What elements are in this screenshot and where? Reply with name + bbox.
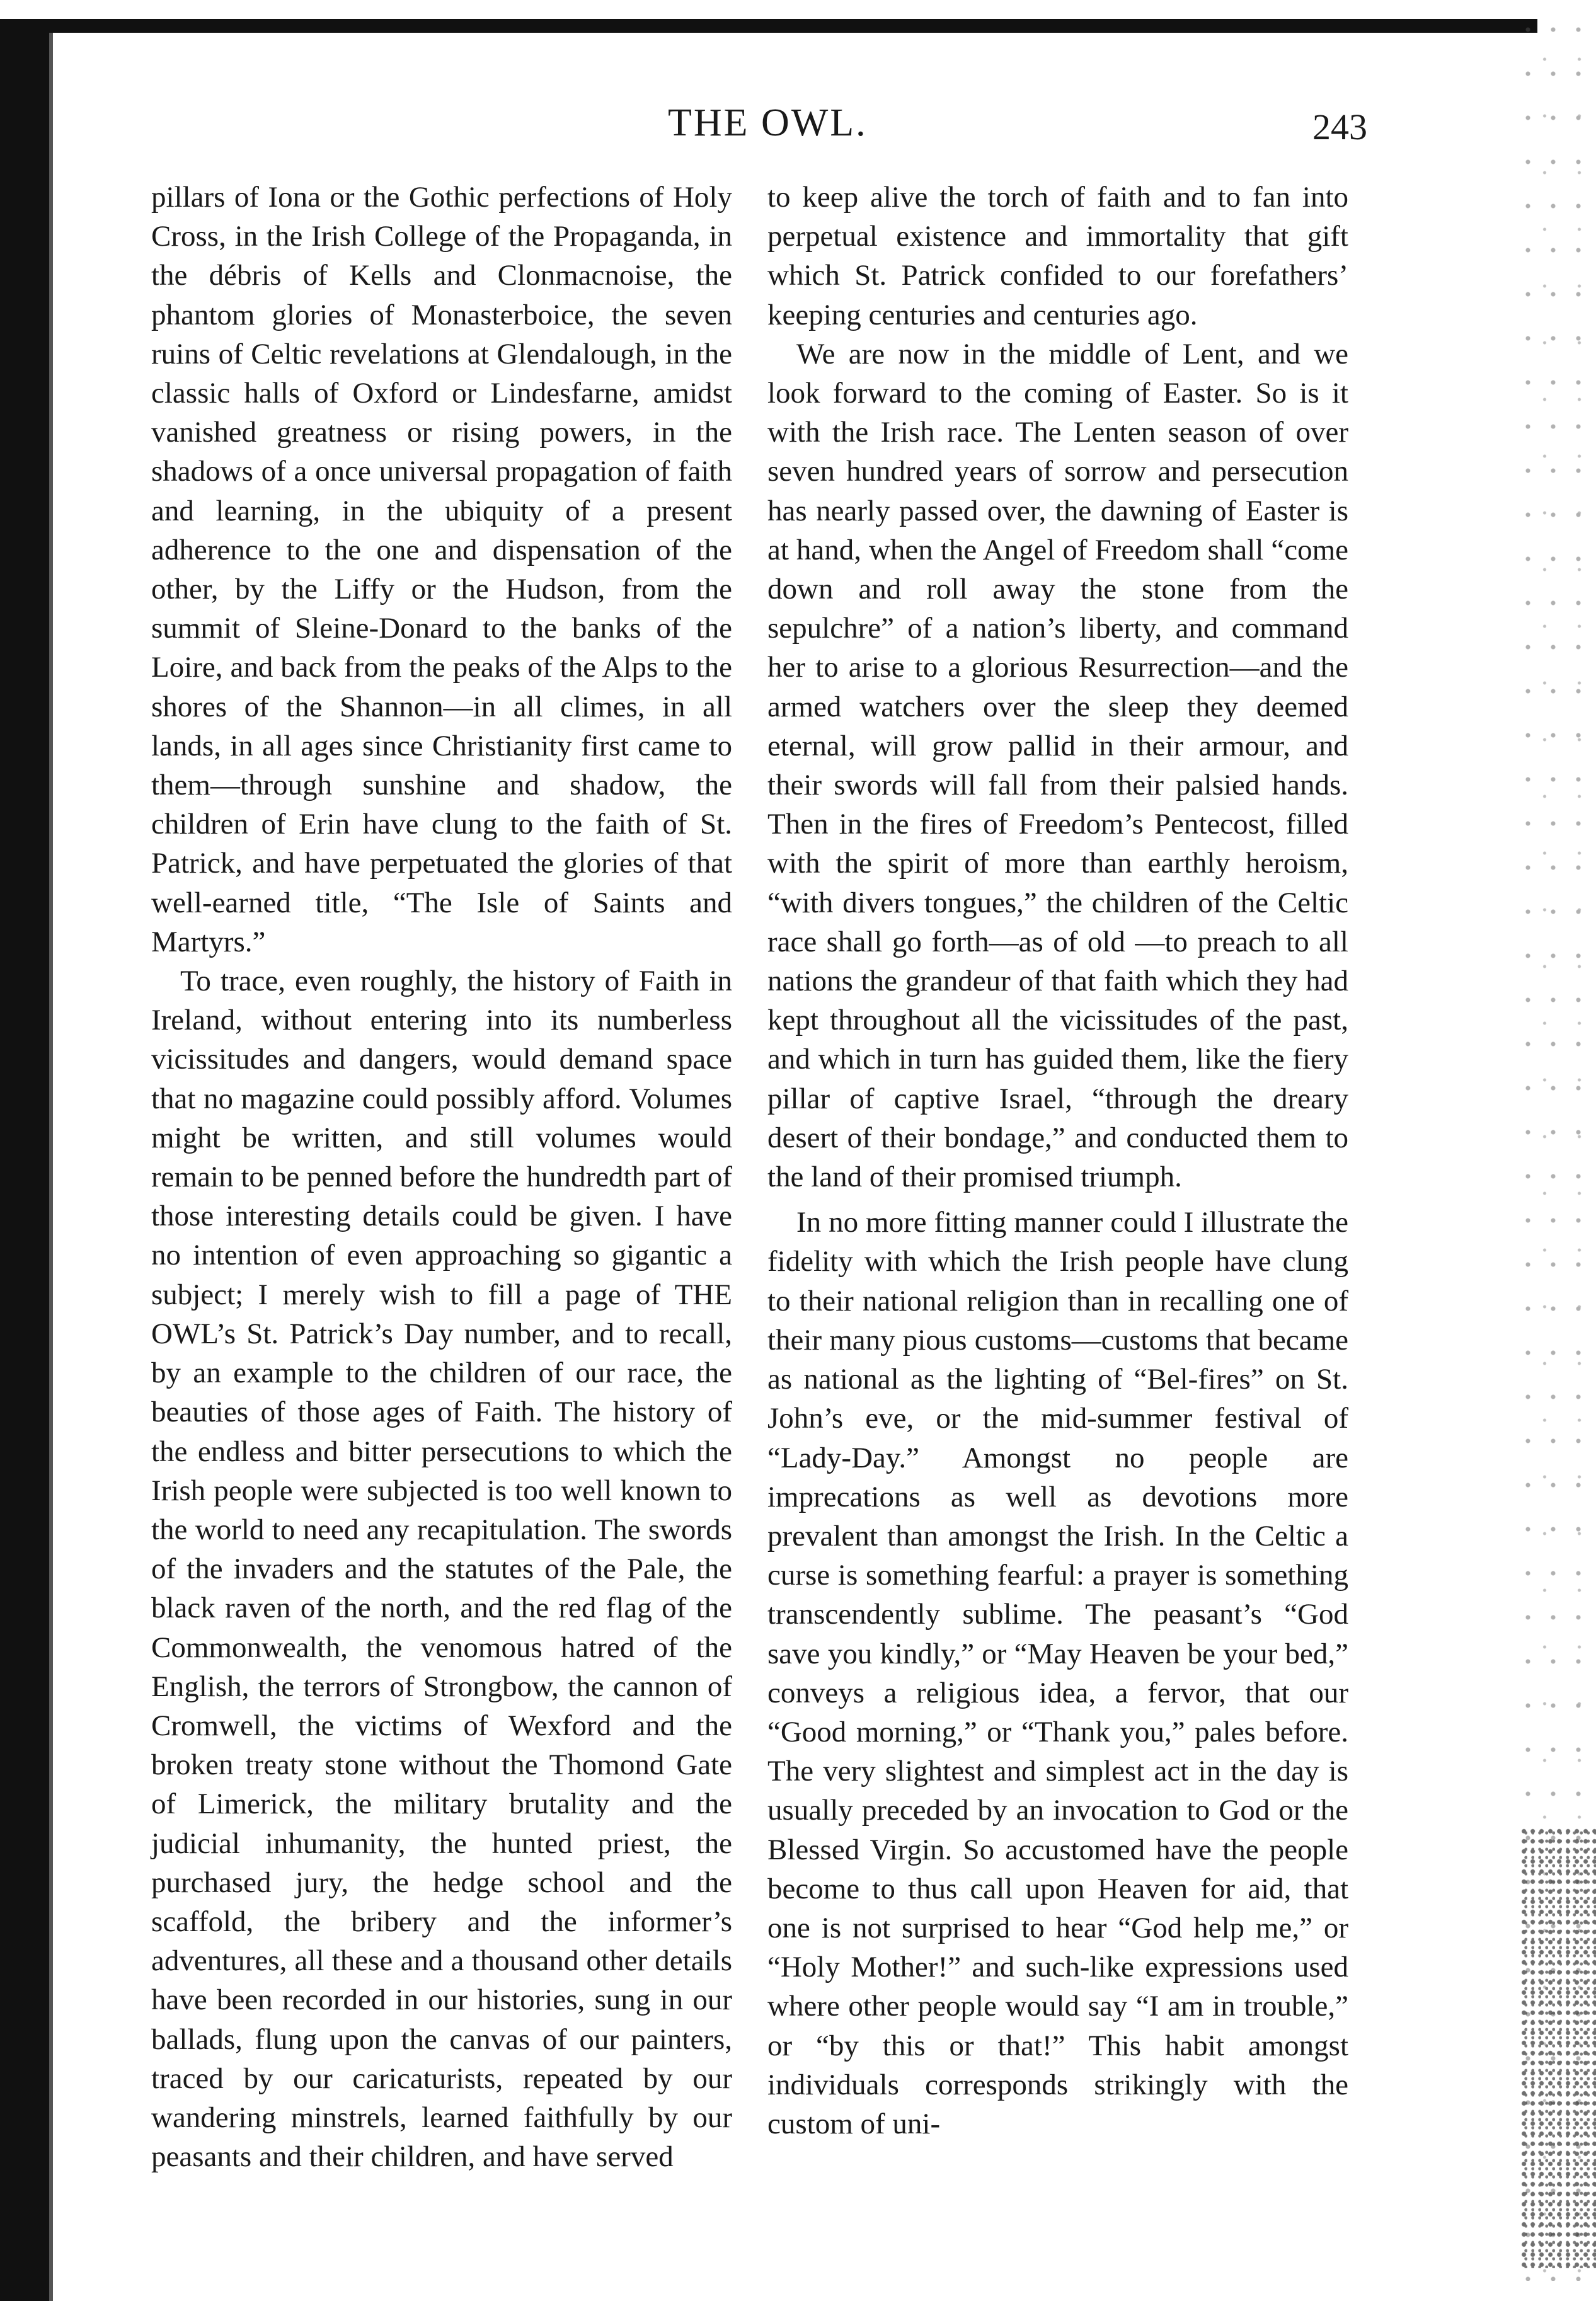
left-text-column — [151, 178, 732, 2176]
right-edge-scan-noise-dense — [1520, 1827, 1596, 2268]
paragraph: to keep alive the torch of faith and to fan into perpetual existence and immortality that gift which St. Patrick confided to our forefathers’ keeping centuries and centuries ago. — [767, 181, 1348, 331]
paragraph: We are now in the middle of Lent, and we look forward to the coming of Easter. So is it with the Irish race. The Lenten season of over seven hundred years of sorrow and persecution has nearly passed over, the dawning of Easter is at hand, when the Angel of Freedom shall “come down and roll away the stone from the sepulchre” of a nation’s liberty, and command her to arise to a glorious Resurrection—and the armed watchers over the sleep they deemed eternal, will grow pallid in their armour, and their swords will fall from their palsied hands. Then in the fires of Freedom’s Pentecost, filled with the spirit of more than earthly heroism, “with divers tongues,” the children of the Celtic race shall go forth—as of old —to preach to all nations the grandeur of that faith which they had kept throughout all the vicissitudes of the past, and which in turn has guided them, like the fiery pillar of captive Israel, “through the dreary desert of their bondage,” and conducted them to the land of their promised triumph. — [767, 337, 1348, 1194]
page-header — [145, 101, 1367, 158]
running-title: THE OWL. — [668, 101, 868, 144]
left-binding-edge — [0, 19, 49, 2301]
left-binding-shadow — [49, 33, 53, 2301]
paragraph: pillars of Iona or the Gothic perfections of Holy Cross, in the Irish College of the Propaganda, in the débris of Kells and Clonmacnoise, the phantom glories of Monasterboice, the seven ruins of Celtic revelations at Glendalough, in the classic halls of Oxford or Lindesfarne, amidst vanished greatness or rising powers, in the shadows of a once universal propagation of faith and learning, in the ubiquity of a present adherence to the one and dispensation of the other, by the Liffy or the Hudson, from the summit of Sleine-Donard to the banks of the Loire, and back from the peaks of the Alps to the shores of the Shannon—in all climes, in all lands, in all ages since Christianity first came to them—through sunshine and shadow, the children of Erin have clung to the faith of St. Patrick, and have perpetuated the glories of that well-earned title, “The Isle of Saints and Martyrs.” — [151, 181, 732, 958]
paragraph: To trace, even roughly, the history of Faith in Ireland, without entering into its numberless vicissitudes and dangers, would demand space that no magazine could possibly afford. Volumes might be written, and still volumes would remain to be penned before the hundredth part of those interesting details could be given. I have no intention of even approaching so gigantic a subject; I merely wish to fill a page of THE OWL’s St. Patrick’s Day number, and to recall, by an example to the children of our race, the beauties of those ages of Faith. The history of the endless and bitter persecutions to which the Irish people were subjected is too well known to the world to need any recapitulation. The swords of the invaders and the statutes of the Pale, the black raven of the north, and the red flag of the Commonwealth, the venomous hatred of the English, the terrors of Strongbow, the cannon of Cromwell, the victims of Wexford and the broken treaty stone without the Thomond Gate of Limerick, the military brutality and the judicial inhumanity, the hunted priest, the purchased jury, the hedge school and the scaffold, the bribery and the informer’s adventures, all these and a thousand other details have been recorded in our histories, sung in our ballads, flung upon the canvas of our painters, traced by our caricaturists, repeated by our wandering minstrels, learned faithfully by our peasants and their children, and have served — [151, 965, 732, 2174]
right-text-column — [767, 178, 1348, 2143]
page-number: 243 — [1312, 106, 1367, 147]
top-border-rule — [0, 19, 1537, 33]
paragraph: In no more fitting manner could I illustrate the fidelity with which the Irish people have clung to their national religion than in recalling one of their many pious customs—customs that became as national as the lighting of “Bel-fires” on St. John’s eve, or the mid-summer festival of “Lady-Day.” Amongst no people are imprecations as well as devotions more prevalent than amongst the Irish. In the Celtic a curse is something fearful: a prayer is something transcendently sublime. The peasant’s “God save you kindly,” or “May Heaven be your bed,” conveys a religious idea, a fervor, that our “Good morning,” or “Thank you,” pales before. The very slightest and simplest act in the day is usually preceded by an invocation to God or the Blessed Virgin. So accustomed have the people become to thus call upon Heaven for aid, that one is not surprised to hear “God help me,” or “Holy Mother!” and such-like expressions used where other people would say “I am in trouble,” or “by this or that!” This habit amongst individuals corresponds strikingly with the custom of uni- — [767, 1206, 1348, 2140]
